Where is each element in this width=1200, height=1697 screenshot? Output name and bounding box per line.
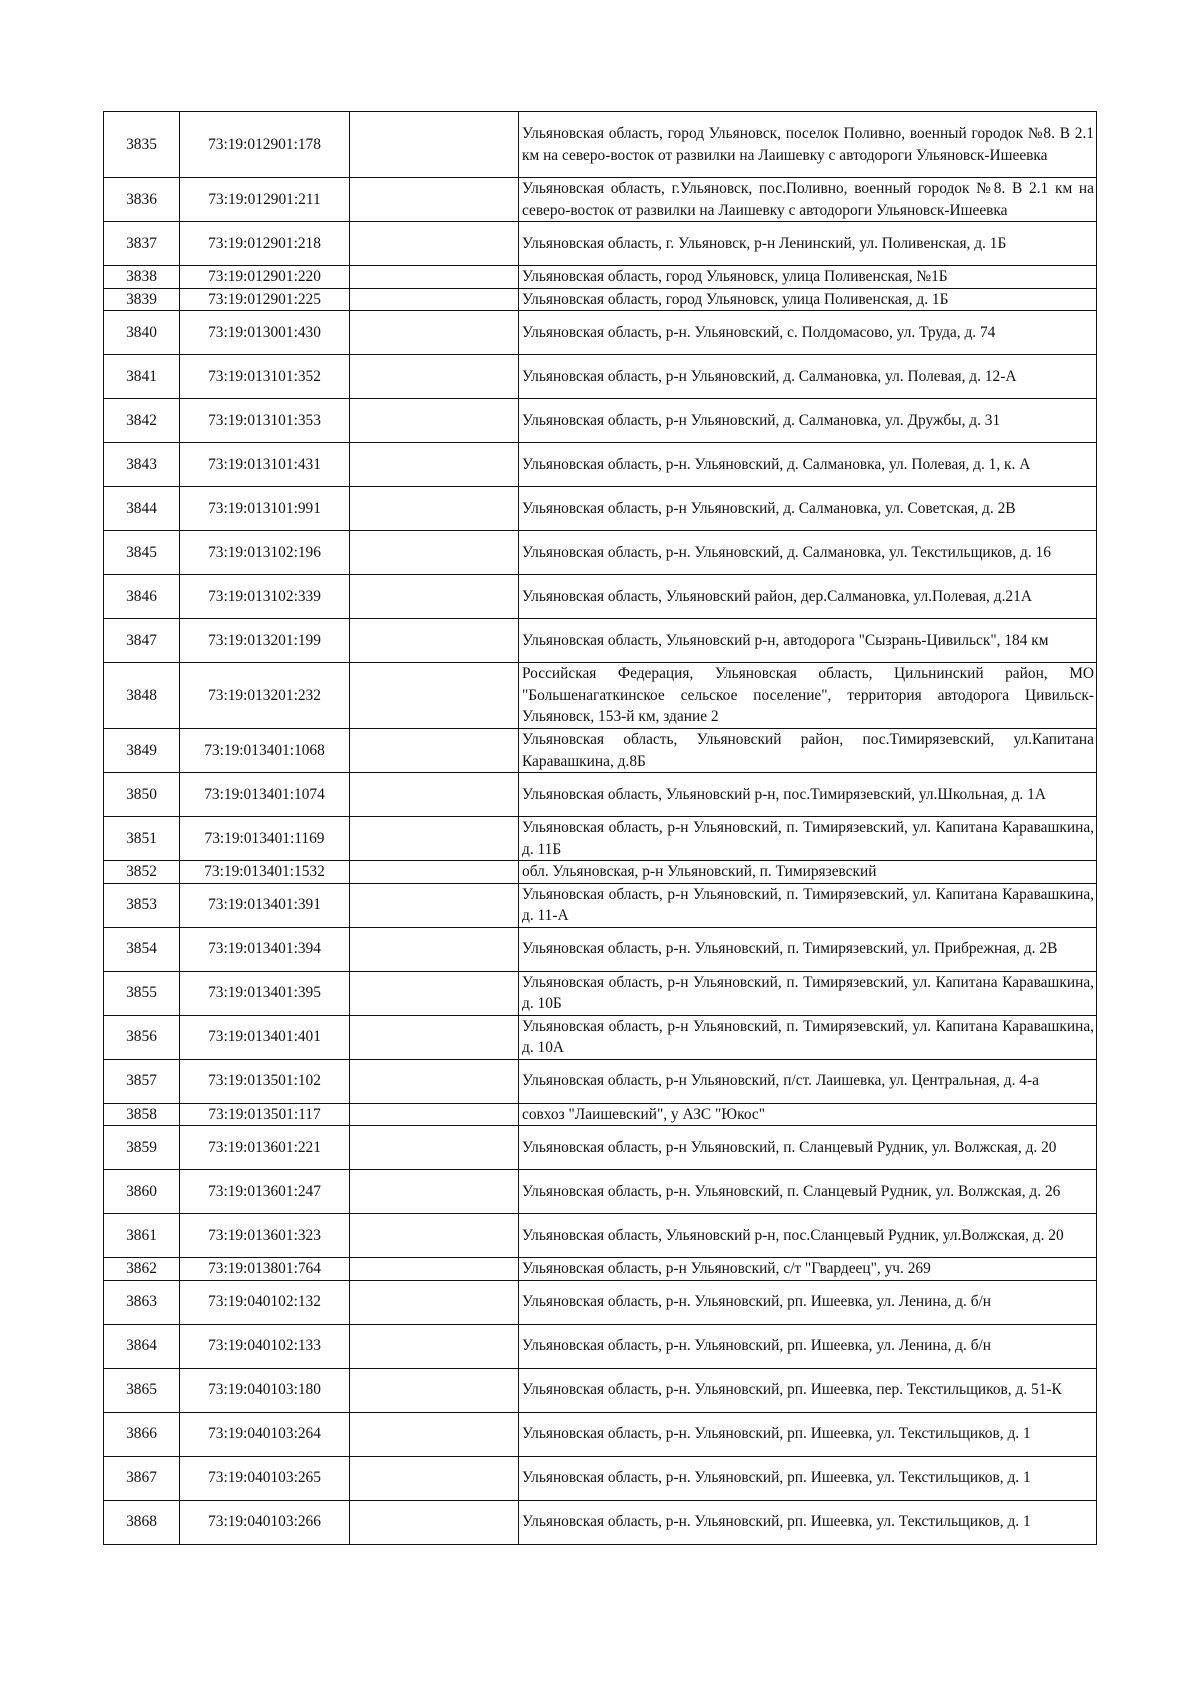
empty-cell xyxy=(350,531,519,575)
table-row xyxy=(104,112,1097,178)
empty-cell xyxy=(350,817,519,861)
empty-cell xyxy=(350,1456,519,1500)
address-cell: Ульяновская область, р-н. Ульяновский, рп. Ишеевка, ул. Ленина, д. б/н xyxy=(519,1324,1097,1368)
table-row xyxy=(104,861,1097,884)
address-cell: Ульяновская область, р-н Ульяновский, с/т "Гвардеец", уч. 269 xyxy=(519,1258,1097,1281)
cadastral-number: 73:19:013401:1068 xyxy=(180,729,350,773)
cadastral-number: 73:19:040102:132 xyxy=(180,1280,350,1324)
row-number: 3840 xyxy=(104,311,180,355)
cadastral-number: 73:19:013601:221 xyxy=(180,1126,350,1170)
row-number: 3867 xyxy=(104,1456,180,1500)
row-number: 3839 xyxy=(104,288,180,311)
table-row xyxy=(104,883,1097,927)
cadastral-number: 73:19:040103:265 xyxy=(180,1456,350,1500)
empty-cell xyxy=(350,1412,519,1456)
table-row xyxy=(104,927,1097,971)
row-number: 3850 xyxy=(104,773,180,817)
address-cell: Ульяновская область, Ульяновский район, пос.Тимирязевский, ул.Капитана Каравашкина, д.8Б xyxy=(519,729,1097,773)
cadastral-number: 73:19:013101:352 xyxy=(180,355,350,399)
address-cell: Ульяновская область, р-н. Ульяновский, п. Сланцевый Рудник, ул. Волжская, д. 26 xyxy=(519,1170,1097,1214)
empty-cell xyxy=(350,1368,519,1412)
row-number: 3836 xyxy=(104,178,180,222)
address-cell: Ульяновская область, р-н Ульяновский, п. Тимирязевский, ул. Капитана Каравашкина, д. 10А xyxy=(519,1015,1097,1059)
address-cell: Ульяновская область, р-н. Ульяновский, д. Салмановка, ул. Полевая, д. 1, к. А xyxy=(519,443,1097,487)
row-number: 3852 xyxy=(104,861,180,884)
address-cell: Ульяновская область, р-н. Ульяновский, рп. Ишеевка, ул. Текстильщиков, д. 1 xyxy=(519,1412,1097,1456)
cadastral-number: 73:19:013801:764 xyxy=(180,1258,350,1281)
address-cell: Ульяновская область, р-н Ульяновский, п. Тимирязевский, ул. Капитана Каравашкина, д. 11Б xyxy=(519,817,1097,861)
row-number: 3845 xyxy=(104,531,180,575)
row-number: 3851 xyxy=(104,817,180,861)
address-cell: Ульяновская область, город Ульяновск, поселок Поливно, военный городок №8. В 2.1 км на северо-восток от развилки на Лаишевку с автодороги Ульяновск-Ишеевка xyxy=(519,112,1097,178)
row-number: 3848 xyxy=(104,663,180,729)
table-row xyxy=(104,773,1097,817)
cadastral-number: 73:19:040103:180 xyxy=(180,1368,350,1412)
table-row xyxy=(104,222,1097,266)
table-row xyxy=(104,1214,1097,1258)
cadastral-number: 73:19:013401:394 xyxy=(180,927,350,971)
table-row xyxy=(104,1368,1097,1412)
empty-cell xyxy=(350,288,519,311)
table-row xyxy=(104,1258,1097,1281)
address-cell: Ульяновская область, р-н Ульяновский, д. Салмановка, ул. Полевая, д. 12-А xyxy=(519,355,1097,399)
row-number: 3856 xyxy=(104,1015,180,1059)
address-cell: Ульяновская область, р-н. Ульяновский, д. Салмановка, ул. Текстильщиков, д. 16 xyxy=(519,531,1097,575)
empty-cell xyxy=(350,1103,519,1126)
table-row xyxy=(104,817,1097,861)
empty-cell xyxy=(350,399,519,443)
table-row xyxy=(104,1280,1097,1324)
property-register-table xyxy=(103,111,1097,1545)
row-number: 3835 xyxy=(104,112,180,178)
table-row xyxy=(104,575,1097,619)
empty-cell xyxy=(350,883,519,927)
row-number: 3861 xyxy=(104,1214,180,1258)
row-number: 3853 xyxy=(104,883,180,927)
address-cell: Ульяновская область, Ульяновский р-н, пос.Тимирязевский, ул.Школьная, д. 1А xyxy=(519,773,1097,817)
table-row xyxy=(104,619,1097,663)
empty-cell xyxy=(350,311,519,355)
empty-cell xyxy=(350,355,519,399)
empty-cell xyxy=(350,266,519,289)
row-number: 3849 xyxy=(104,729,180,773)
address-cell: Ульяновская область, г.Ульяновск, пос.Поливно, военный городок №8. В 2.1 км на северо-восток от развилки на Лаишевку с автодороги Ульяновск-Ишеевка xyxy=(519,178,1097,222)
row-number: 3868 xyxy=(104,1500,180,1544)
cadastral-number: 73:19:013001:430 xyxy=(180,311,350,355)
cadastral-number: 73:19:012901:225 xyxy=(180,288,350,311)
cadastral-number: 73:19:013501:102 xyxy=(180,1059,350,1103)
row-number: 3854 xyxy=(104,927,180,971)
empty-cell xyxy=(350,861,519,884)
row-number: 3865 xyxy=(104,1368,180,1412)
table-row xyxy=(104,971,1097,1015)
row-number: 3838 xyxy=(104,266,180,289)
cadastral-number: 73:19:013401:401 xyxy=(180,1015,350,1059)
cadastral-number: 73:19:013601:247 xyxy=(180,1170,350,1214)
empty-cell xyxy=(350,1324,519,1368)
table-row xyxy=(104,1170,1097,1214)
cadastral-number: 73:19:040103:266 xyxy=(180,1500,350,1544)
row-number: 3858 xyxy=(104,1103,180,1126)
table-row xyxy=(104,729,1097,773)
empty-cell xyxy=(350,575,519,619)
row-number: 3842 xyxy=(104,399,180,443)
cadastral-number: 73:19:013401:1532 xyxy=(180,861,350,884)
cadastral-number: 73:19:013201:199 xyxy=(180,619,350,663)
address-cell: Ульяновская область, р-н. Ульяновский, рп. Ишеевка, пер. Текстильщиков, д. 51-К xyxy=(519,1368,1097,1412)
table-row xyxy=(104,1015,1097,1059)
address-cell: Ульяновская область, город Ульяновск, улица Поливенская, д. 1Б xyxy=(519,288,1097,311)
cadastral-number: 73:19:013101:431 xyxy=(180,443,350,487)
cadastral-number: 73:19:013401:395 xyxy=(180,971,350,1015)
row-number: 3846 xyxy=(104,575,180,619)
address-cell: Ульяновская область, р-н Ульяновский, п. Тимирязевский, ул. Капитана Каравашкина, д. 11-А xyxy=(519,883,1097,927)
empty-cell xyxy=(350,1015,519,1059)
empty-cell xyxy=(350,443,519,487)
table-row xyxy=(104,399,1097,443)
row-number: 3863 xyxy=(104,1280,180,1324)
empty-cell xyxy=(350,487,519,531)
table-row xyxy=(104,1456,1097,1500)
address-cell: Ульяновская область, Ульяновский район, дер.Салмановка, ул.Полевая, д.21А xyxy=(519,575,1097,619)
empty-cell xyxy=(350,1500,519,1544)
cadastral-number: 73:19:013601:323 xyxy=(180,1214,350,1258)
row-number: 3843 xyxy=(104,443,180,487)
row-number: 3864 xyxy=(104,1324,180,1368)
table-row xyxy=(104,663,1097,729)
empty-cell xyxy=(350,773,519,817)
address-cell: Ульяновская область, р-н. Ульяновский, с. Полдомасово, ул. Труда, д. 74 xyxy=(519,311,1097,355)
empty-cell xyxy=(350,1280,519,1324)
cadastral-number: 73:19:013401:1074 xyxy=(180,773,350,817)
empty-cell xyxy=(350,1258,519,1281)
cadastral-number: 73:19:013401:1169 xyxy=(180,817,350,861)
empty-cell xyxy=(350,1059,519,1103)
cadastral-number: 73:19:013102:196 xyxy=(180,531,350,575)
empty-cell xyxy=(350,1170,519,1214)
address-cell: Ульяновская область, р-н. Ульяновский, рп. Ишеевка, ул. Ленина, д. б/н xyxy=(519,1280,1097,1324)
address-cell: Ульяновская область, р-н Ульяновский, д. Салмановка, ул. Советская, д. 2В xyxy=(519,487,1097,531)
row-number: 3860 xyxy=(104,1170,180,1214)
empty-cell xyxy=(350,663,519,729)
empty-cell xyxy=(350,729,519,773)
cadastral-number: 73:19:040102:133 xyxy=(180,1324,350,1368)
table-row xyxy=(104,531,1097,575)
row-number: 3847 xyxy=(104,619,180,663)
cadastral-number: 73:19:013201:232 xyxy=(180,663,350,729)
table-row xyxy=(104,178,1097,222)
table-row xyxy=(104,355,1097,399)
table-row xyxy=(104,311,1097,355)
empty-cell xyxy=(350,222,519,266)
table-row xyxy=(104,443,1097,487)
table-row xyxy=(104,1412,1097,1456)
address-cell: Ульяновская область, г. Ульяновск, р-н Ленинский, ул. Поливенская, д. 1Б xyxy=(519,222,1097,266)
cadastral-number: 73:19:012901:211 xyxy=(180,178,350,222)
address-cell: Ульяновская область, р-н Ульяновский, п/ст. Лаишевка, ул. Центральная, д. 4-а xyxy=(519,1059,1097,1103)
cadastral-number: 73:19:013501:117 xyxy=(180,1103,350,1126)
table-row xyxy=(104,1059,1097,1103)
empty-cell xyxy=(350,1214,519,1258)
empty-cell xyxy=(350,178,519,222)
cadastral-number: 73:19:040103:264 xyxy=(180,1412,350,1456)
row-number: 3859 xyxy=(104,1126,180,1170)
row-number: 3855 xyxy=(104,971,180,1015)
address-cell: Ульяновская область, Ульяновский р-н, автодорога "Сызрань-Цивильск", 184 км xyxy=(519,619,1097,663)
empty-cell xyxy=(350,112,519,178)
empty-cell xyxy=(350,619,519,663)
address-cell: обл. Ульяновская, р-н Ульяновский, п. Тимирязевский xyxy=(519,861,1097,884)
row-number: 3857 xyxy=(104,1059,180,1103)
address-cell: совхоз "Лаишевский", у АЗС "Юкос" xyxy=(519,1103,1097,1126)
row-number: 3837 xyxy=(104,222,180,266)
cadastral-number: 73:19:013101:353 xyxy=(180,399,350,443)
address-cell: Ульяновская область, р-н. Ульяновский, п. Тимирязевский, ул. Прибрежная, д. 2В xyxy=(519,927,1097,971)
address-cell: Ульяновская область, р-н Ульяновский, п. Тимирязевский, ул. Капитана Каравашкина, д. 10Б xyxy=(519,971,1097,1015)
row-number: 3862 xyxy=(104,1258,180,1281)
row-number: 3866 xyxy=(104,1412,180,1456)
cadastral-number: 73:19:012901:178 xyxy=(180,112,350,178)
address-cell: Ульяновская область, р-н Ульяновский, п. Сланцевый Рудник, ул. Волжская, д. 20 xyxy=(519,1126,1097,1170)
row-number: 3844 xyxy=(104,487,180,531)
cadastral-number: 73:19:013401:391 xyxy=(180,883,350,927)
register-table-body xyxy=(104,112,1097,1545)
cadastral-number: 73:19:013102:339 xyxy=(180,575,350,619)
cadastral-number: 73:19:013101:991 xyxy=(180,487,350,531)
cadastral-number: 73:19:012901:220 xyxy=(180,266,350,289)
table-row xyxy=(104,266,1097,289)
address-cell: Ульяновская область, город Ульяновск, улица Поливенская, №1Б xyxy=(519,266,1097,289)
empty-cell xyxy=(350,927,519,971)
address-cell: Ульяновская область, р-н. Ульяновский, рп. Ишеевка, ул. Текстильщиков, д. 1 xyxy=(519,1500,1097,1544)
address-cell: Ульяновская область, р-н Ульяновский, д. Салмановка, ул. Дружбы, д. 31 xyxy=(519,399,1097,443)
table-row xyxy=(104,1126,1097,1170)
table-row xyxy=(104,1500,1097,1544)
address-cell: Российская Федерация, Ульяновская область, Цильнинский район, МО "Большенагаткинское сельское поселение", территория автодорога Цивильск-Ульяновск, 153-й км, здание 2 xyxy=(519,663,1097,729)
table-row xyxy=(104,487,1097,531)
empty-cell xyxy=(350,1126,519,1170)
address-cell: Ульяновская область, Ульяновский р-н, пос.Сланцевый Рудник, ул.Волжская, д. 20 xyxy=(519,1214,1097,1258)
table-row xyxy=(104,1324,1097,1368)
row-number: 3841 xyxy=(104,355,180,399)
table-row xyxy=(104,1103,1097,1126)
address-cell: Ульяновская область, р-н. Ульяновский, рп. Ишеевка, ул. Текстильщиков, д. 1 xyxy=(519,1456,1097,1500)
table-row xyxy=(104,288,1097,311)
cadastral-number: 73:19:012901:218 xyxy=(180,222,350,266)
empty-cell xyxy=(350,971,519,1015)
